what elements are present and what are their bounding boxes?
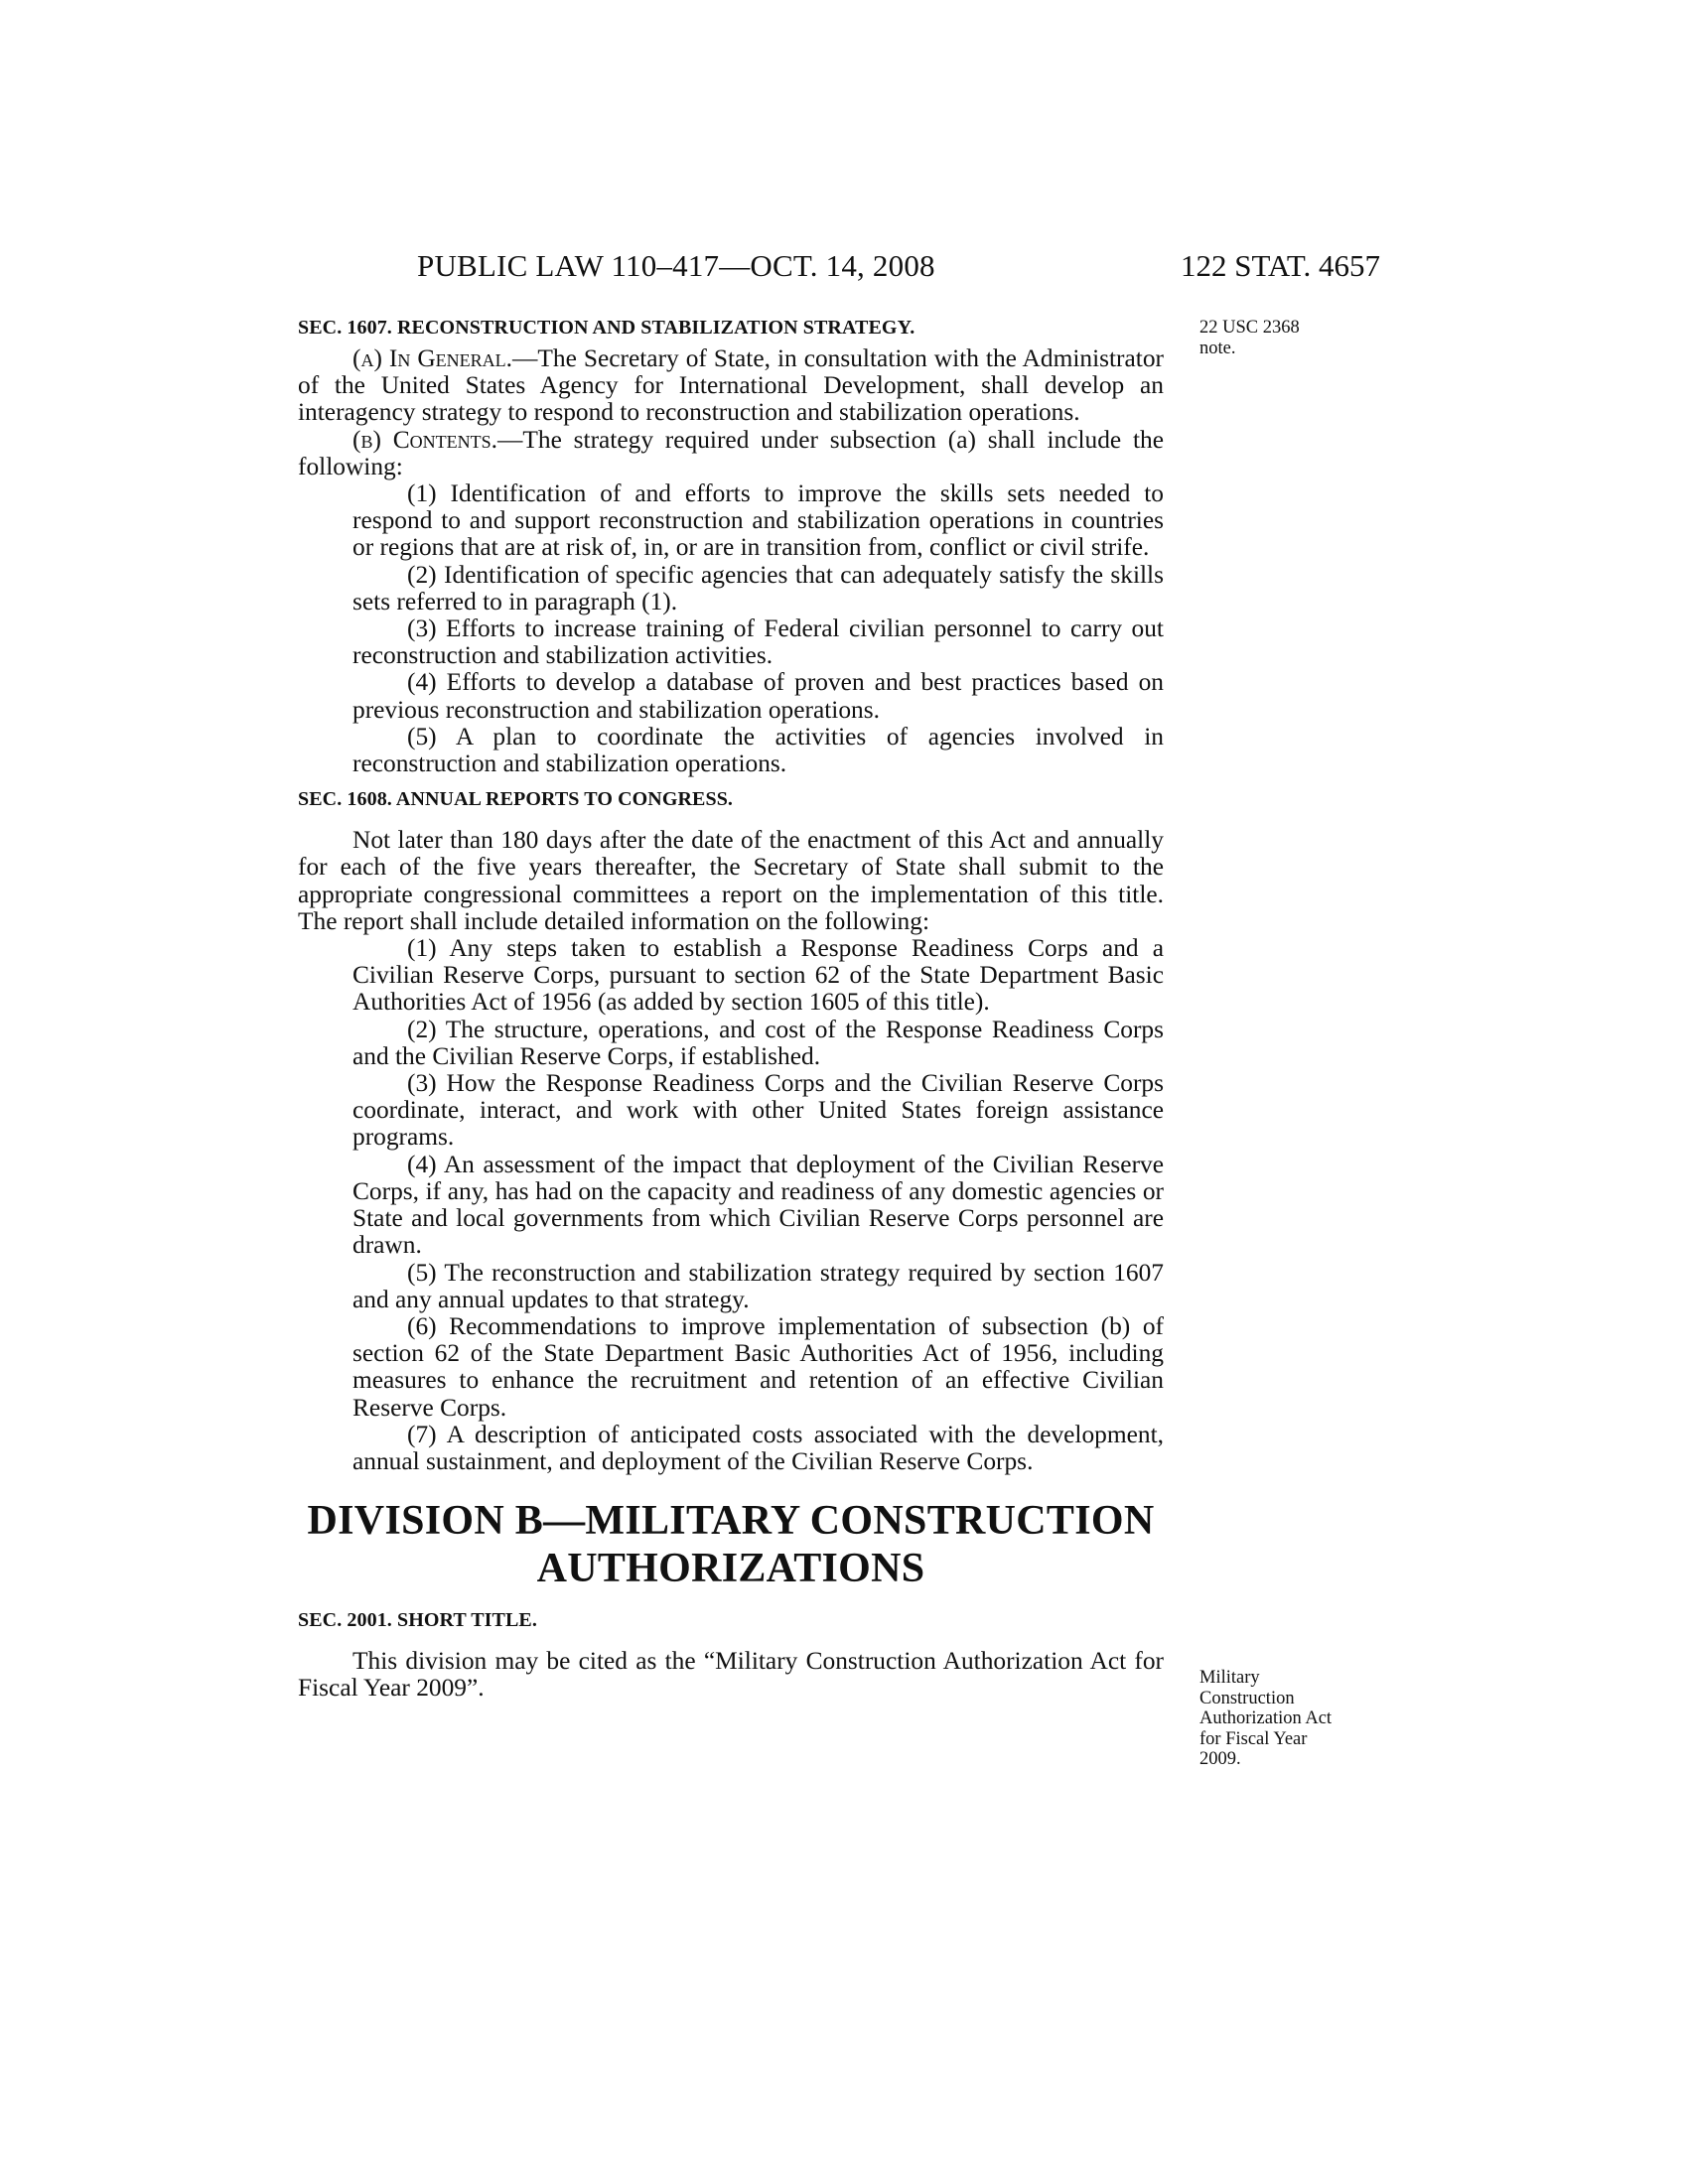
subsection-a <box>298 345 1164 427</box>
list-item: (6) Recommendations to improve implementation of subsection (b) of section 62 of the State Department Basic Authorities Act of 1956, including measures to enhance the recruitment and retention of an effective Civilian Reserve Corps. <box>352 1311 1164 1422</box>
list-item: (3) Efforts to increase training of Federal civilian personnel to carry out reconstruction and stabilization activities. <box>352 614 1164 670</box>
list-item: (4) An assessment of the impact that deployment of the Civilian Reserve Corps, if any, has had on the capacity and readiness of any domestic agencies or State and local governments from which Civilian Reserve Corps personnel are drawn. <box>352 1150 1164 1260</box>
running-header <box>298 248 1380 292</box>
section-heading-1607: SEC. 1607. RECONSTRUCTION AND STABILIZATION STRATEGY. <box>298 317 915 339</box>
list-item: (5) The reconstruction and stabilization strategy required by section 1607 and any annual updates to that strategy. <box>352 1258 1164 1313</box>
section-1608-intro: Not later than 180 days after the date of the enactment of this Act and annually for each of the five years thereafter, the Secretary of State shall submit to the appropriate congressional committees a report on the implementation of this title. The report shall include detailed information on the following: <box>298 826 1164 935</box>
list-item: (7) A description of anticipated costs associated with the development, annual sustainment, and deployment of the Civilian Reserve Corps. <box>352 1420 1164 1475</box>
margin-note-short-title: Military Construction Authorization Act for Fiscal Year 2009. <box>1199 1668 1333 1769</box>
header-stat-page: 122 STAT. 4657 <box>1180 248 1380 283</box>
list-item: (5) A plan to coordinate the activities of agencies involved in reconstruction and stabilization operations. <box>352 722 1164 778</box>
section-heading-1608: SEC. 1608. ANNUAL REPORTS TO CONGRESS. <box>298 788 734 811</box>
list-item: (2) Identification of specific agencies that can adequately satisfy the skills sets referred to in paragraph (1). <box>352 560 1164 615</box>
subsection-b-label: (b) Contents. <box>352 425 497 454</box>
subsection-b-text: —The strategy required under subsection (a) shall include the following: <box>298 425 1164 480</box>
section-2001-text: This division may be cited as the “Military Construction Authorization Act for Fiscal Year 2009”. <box>298 1647 1164 1703</box>
margin-note-usc: 22 USC 2368 note. <box>1199 318 1300 358</box>
document-body <box>298 316 1164 1703</box>
list-item: (3) How the Response Readiness Corps and the Civilian Reserve Corps coordinate, interact, and work with other United States foreign assistance programs. <box>352 1069 1164 1152</box>
list-item: (1) Identification of and efforts to improve the skills sets needed to respond to and support reconstruction and stabilization operations in countries or regions that are at risk of, in, or are in transition from, conflict or civil strife. <box>352 479 1164 562</box>
division-title-line-2: AUTHORIZATIONS <box>536 1546 925 1592</box>
list-item: (4) Efforts to develop a database of proven and best practices based on previous reconstruction and stabilization operations. <box>352 668 1164 724</box>
list-item: (1) Any steps taken to establish a Response Readiness Corps and a Civilian Reserve Corps, pursuant to section 62 of the State Department Basic Authorities Act of 1956 (as added by section 1605 of this title). <box>352 934 1164 1017</box>
division-title <box>298 1497 1164 1592</box>
section-heading-2001: SEC. 2001. SHORT TITLE. <box>298 1609 537 1632</box>
list-item: (2) The structure, operations, and cost of the Response Readiness Corps and the Civilian Reserve Corps, if established. <box>352 1015 1164 1070</box>
subsection-a-label: (a) In General. <box>352 344 513 372</box>
subsection-a-text: —The Secretary of State, in consultation with the Administrator of the United States Agency for International Development, shall develop an interagency strategy to respond to reconstruction and stabilization operations. <box>298 344 1164 427</box>
header-public-law: PUBLIC LAW 110–417—OCT. 14, 2008 <box>417 248 935 283</box>
division-title-line-1: DIVISION B—MILITARY CONSTRUCTION <box>307 1498 1155 1545</box>
subsection-b <box>298 427 1164 480</box>
